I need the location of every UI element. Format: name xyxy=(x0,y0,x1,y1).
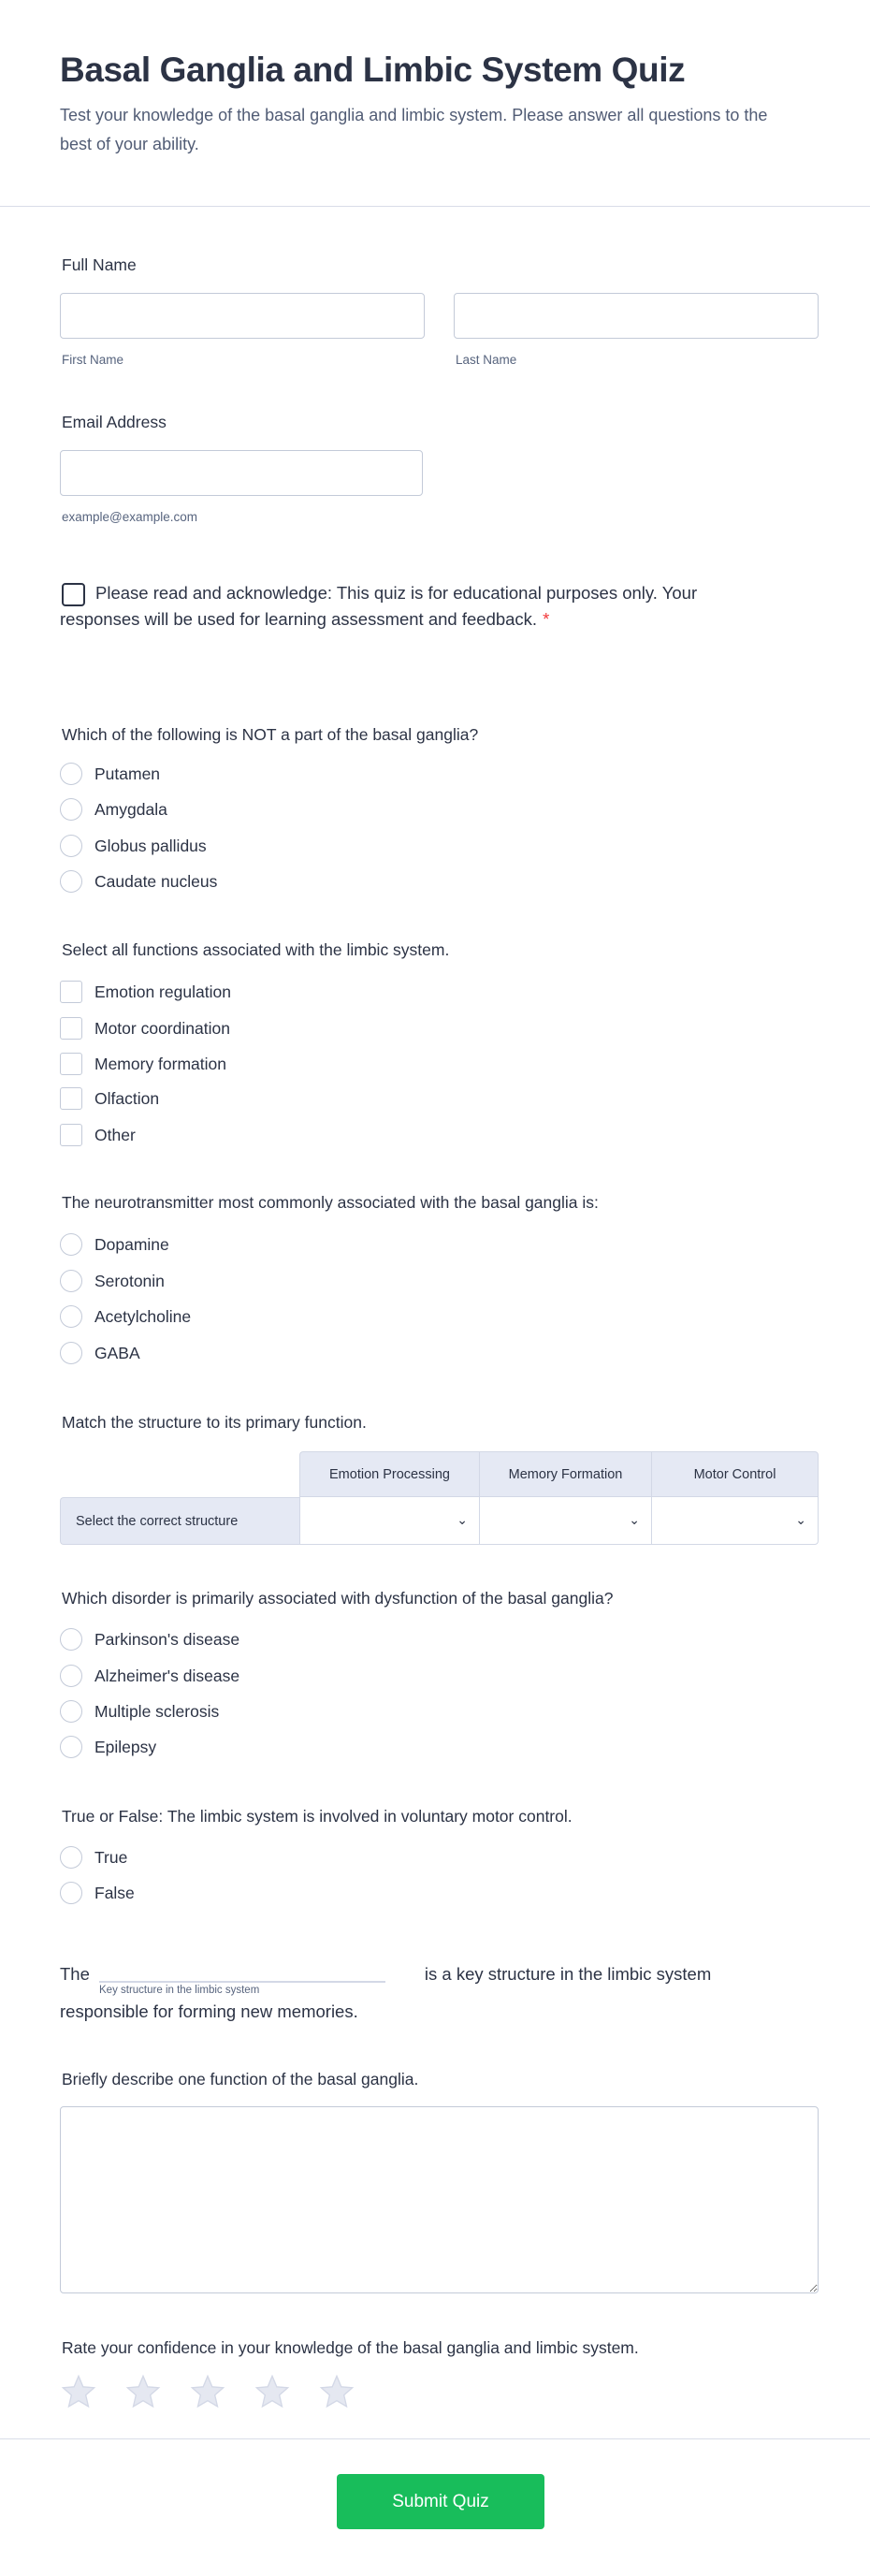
checkbox[interactable] xyxy=(60,981,82,1003)
q3-option[interactable] xyxy=(60,1269,165,1293)
radio-button[interactable] xyxy=(60,1700,82,1723)
option-label: Acetylcholine xyxy=(94,1306,192,1326)
matrix-select-emotion[interactable] xyxy=(299,1497,479,1545)
matrix-row-label: Select the correct structure xyxy=(60,1497,299,1545)
option-label: Olfaction xyxy=(94,1088,160,1108)
chevron-down-icon: ⌄ xyxy=(795,1512,806,1527)
matrix-col-header: Motor Control xyxy=(651,1451,819,1497)
q3-option[interactable] xyxy=(60,1341,140,1365)
option-label: Multiple sclerosis xyxy=(94,1701,220,1721)
star-icon[interactable] xyxy=(124,2373,162,2410)
q2-option[interactable] xyxy=(60,1123,136,1147)
option-label: Dopamine xyxy=(94,1234,169,1254)
checkbox[interactable] xyxy=(60,1017,82,1040)
q6-option[interactable] xyxy=(60,1845,127,1870)
matrix-col-header: Emotion Processing xyxy=(299,1451,479,1497)
radio-button[interactable] xyxy=(60,835,82,857)
checkbox[interactable] xyxy=(60,1087,82,1110)
q5-option[interactable] xyxy=(60,1627,239,1652)
checkbox[interactable] xyxy=(60,1124,82,1146)
option-label: Motor coordination xyxy=(94,1018,230,1038)
q2-option[interactable] xyxy=(60,1052,226,1076)
q3-option[interactable] xyxy=(60,1232,169,1257)
q5-option[interactable] xyxy=(60,1735,156,1759)
option-label: GABA xyxy=(94,1343,140,1362)
option-label: True xyxy=(94,1847,128,1867)
matrix-col-header: Memory Formation xyxy=(479,1451,651,1497)
option-label: Alzheimer's disease xyxy=(94,1666,240,1685)
q5-question: Which disorder is primarily associated with dysfunction of the basal ganglia? xyxy=(62,1589,614,1608)
option-label: Putamen xyxy=(94,764,161,783)
header-divider xyxy=(0,206,870,207)
option-label: Caudate nucleus xyxy=(94,871,218,891)
q5-option[interactable] xyxy=(60,1699,219,1724)
last-name-sublabel: Last Name xyxy=(456,353,517,367)
acknowledge-text xyxy=(60,580,733,633)
radio-button[interactable] xyxy=(60,870,82,893)
acknowledge-label: Please read and acknowledge: This quiz is for educational purposes only. Your responses will be used for learning assessment and feedback. xyxy=(60,583,698,629)
footer-divider xyxy=(0,2438,870,2439)
radio-button[interactable] xyxy=(60,1665,82,1687)
checkbox[interactable] xyxy=(60,1053,82,1075)
q6-question: True or False: The limbic system is involved in voluntary motor control. xyxy=(62,1807,573,1826)
radio-button[interactable] xyxy=(60,1342,82,1364)
q5-option[interactable] xyxy=(60,1664,239,1688)
q1-option[interactable] xyxy=(60,762,160,786)
option-label: Other xyxy=(94,1125,136,1144)
email-label: Email Address xyxy=(62,413,167,431)
q4-question: Match the structure to its primary function. xyxy=(62,1413,367,1432)
last-name-input[interactable] xyxy=(454,293,819,339)
option-label: Globus pallidus xyxy=(94,836,207,855)
radio-button[interactable] xyxy=(60,1882,82,1904)
radio-button[interactable] xyxy=(60,1736,82,1758)
page-title: Basal Ganglia and Limbic System Quiz xyxy=(60,51,686,89)
option-label: Epilepsy xyxy=(94,1737,157,1756)
q3-question: The neurotransmitter most commonly associated with the basal ganglia is: xyxy=(62,1193,599,1212)
star-icon[interactable] xyxy=(60,2373,97,2410)
radio-button[interactable] xyxy=(60,1305,82,1328)
option-label: Parkinson's disease xyxy=(94,1629,240,1649)
required-mark: * xyxy=(543,609,550,629)
q2-question: Select all functions associated with the limbic system. xyxy=(62,940,450,959)
radio-button[interactable] xyxy=(60,1270,82,1292)
q9-question: Rate your confidence in your knowledge of the basal ganglia and limbic system. xyxy=(62,2338,639,2357)
q1-option[interactable] xyxy=(60,869,217,894)
q8-answer-textarea[interactable] xyxy=(60,2106,819,2293)
option-label: Serotonin xyxy=(94,1271,165,1290)
option-label: Amygdala xyxy=(94,799,167,819)
matrix-select-motor[interactable] xyxy=(651,1497,819,1545)
q1-option[interactable] xyxy=(60,834,207,858)
star-icon[interactable] xyxy=(254,2373,291,2410)
star-icon[interactable] xyxy=(318,2373,355,2410)
option-label: Emotion regulation xyxy=(94,982,231,1001)
q2-option[interactable] xyxy=(60,980,231,1004)
matrix-select-memory[interactable] xyxy=(479,1497,651,1545)
option-label: False xyxy=(94,1883,135,1902)
first-name-sublabel: First Name xyxy=(62,353,124,367)
radio-button[interactable] xyxy=(60,1233,82,1256)
q8-question: Briefly describe one function of the basal ganglia. xyxy=(62,2070,419,2088)
q1-option[interactable] xyxy=(60,797,167,822)
q6-option[interactable] xyxy=(60,1881,135,1905)
page-description: Test your knowledge of the basal ganglia and limbic system. Please answer all questions to the best of your ability. xyxy=(60,106,768,153)
radio-button[interactable] xyxy=(60,763,82,785)
fill-blank-sublabel: Key structure in the limbic system xyxy=(99,1985,260,1996)
matrix-corner xyxy=(60,1451,299,1497)
matrix-table xyxy=(60,1451,819,1545)
option-label: Memory formation xyxy=(94,1054,227,1073)
q3-option[interactable] xyxy=(60,1304,191,1329)
chevron-down-icon: ⌄ xyxy=(629,1512,640,1527)
star-icon[interactable] xyxy=(189,2373,226,2410)
email-input[interactable] xyxy=(60,450,423,496)
submit-button[interactable]: Submit Quiz xyxy=(337,2474,544,2529)
chevron-down-icon: ⌄ xyxy=(457,1512,468,1527)
q2-option[interactable] xyxy=(60,1016,230,1041)
fill-blank-before: The xyxy=(60,1964,90,1984)
email-sublabel: example@example.com xyxy=(62,510,198,524)
radio-button[interactable] xyxy=(60,1846,82,1869)
radio-button[interactable] xyxy=(60,1628,82,1651)
q1-question: Which of the following is NOT a part of the basal ganglia? xyxy=(62,725,479,744)
first-name-input[interactable] xyxy=(60,293,425,339)
q2-option[interactable] xyxy=(60,1086,159,1111)
fill-blank-after: is a key structure in the limbic system responsible for forming new memories. xyxy=(60,1964,712,2021)
fill-blank-input[interactable] xyxy=(99,1960,385,1983)
full-name-label: Full Name xyxy=(62,255,137,274)
radio-button[interactable] xyxy=(60,798,82,821)
